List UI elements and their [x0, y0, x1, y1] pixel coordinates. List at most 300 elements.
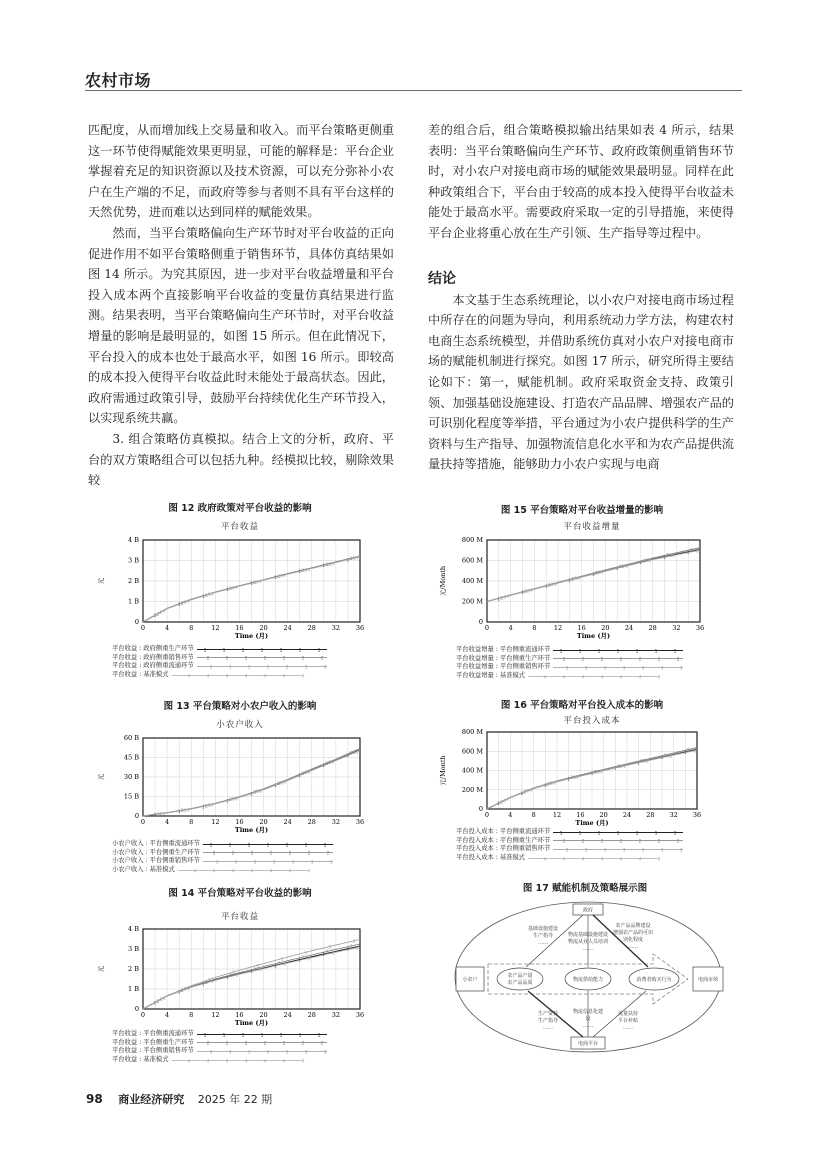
legend-marker: 1 [298, 648, 302, 654]
series-marker: 3 [207, 803, 211, 809]
series-marker: 2 [546, 782, 550, 788]
series-marker: 3 [304, 568, 308, 574]
legend-marker: 2 [581, 657, 585, 663]
legend-item [112, 1056, 327, 1065]
legend-swatch [553, 664, 683, 671]
series-marker: 1 [346, 753, 350, 759]
legend-marker: 2 [225, 1041, 229, 1047]
series-marker: 1 [153, 813, 157, 819]
line-chart [95, 730, 370, 842]
x-tick-label: 4 [508, 811, 513, 819]
y-tick-label: 600 M [461, 747, 483, 756]
paragraph: 3. 组合策略仿真模拟。结合上文的分析，政府、平台的双方策略组合可以包括九种。经模拟比较，剔除效果较 [88, 431, 394, 488]
label: …… [583, 946, 593, 952]
chart-title: 平台收益增量 [563, 522, 621, 532]
legend-marker: 1 [279, 1033, 283, 1039]
series-marker: 1 [177, 602, 181, 608]
x-tick-label: 4 [508, 624, 513, 632]
legend-marker: 4 [187, 1059, 190, 1065]
chart-title: 平台收益 [220, 912, 259, 922]
series-marker: 4 [599, 770, 603, 776]
legend-marker: 1 [559, 649, 563, 655]
series-marker: 4 [162, 996, 166, 1002]
series-marker: 1 [615, 567, 619, 573]
legend-marker: 2 [638, 657, 642, 663]
legend-label: 平台收益 : 平台侧重生产环节 [112, 1038, 194, 1046]
y-tick-label: 400 M [461, 577, 483, 585]
legend-marker: 4 [543, 675, 547, 681]
x-tick-label: 0 [484, 811, 490, 819]
x-tick-label: 16 [235, 624, 244, 632]
y-tick-label: 200 M [461, 597, 483, 606]
series-marker: 1 [663, 555, 666, 561]
series-marker: 3 [619, 764, 623, 770]
legend-marker: 3 [228, 1050, 232, 1056]
legend-marker: 3 [584, 666, 588, 672]
series-marker: 2 [618, 565, 622, 571]
series-marker: 1 [274, 964, 278, 970]
series-marker: 3 [183, 987, 187, 993]
empowerment-mechanism-diagram [448, 897, 730, 1059]
legend-item [112, 1039, 327, 1048]
legend-marker: 3 [679, 848, 683, 854]
legend-item [456, 646, 683, 655]
x-tick-label: 20 [599, 811, 608, 819]
series-marker: 1 [298, 569, 302, 575]
series-marker: 2 [228, 798, 232, 804]
legend-marker: 2 [282, 1041, 286, 1047]
legend-label: 平台投入成本 : 基准模式 [456, 853, 526, 861]
label: 别化程度 [622, 937, 644, 943]
legend-marker: 3 [215, 860, 219, 866]
series-marker: 1 [250, 792, 253, 798]
y-tick-label: 60 B [123, 734, 139, 742]
label: 农产品品牌建设 [615, 923, 651, 929]
series-marker: 3 [689, 748, 693, 754]
series-marker: 4 [210, 980, 214, 986]
y-tick-label: 2 B [128, 577, 139, 585]
legend-marker: 4 [301, 1059, 304, 1065]
x-tick-label: 0 [140, 1011, 146, 1019]
y-tick-label: 1 B [128, 597, 139, 606]
series-marker: 3 [159, 812, 163, 818]
legend-swatch [197, 1048, 327, 1055]
node-output: 农产品产量 [507, 973, 533, 979]
series-marker: 3 [573, 775, 576, 781]
legend-marker: 4 [600, 857, 604, 863]
legend-swatch [528, 673, 661, 681]
series-marker: 2 [349, 945, 353, 951]
x-axis-label: Time (月) [575, 819, 609, 827]
node-government: 政府 [582, 907, 594, 914]
legend-marker: 4 [187, 674, 190, 680]
series-marker: 1 [568, 578, 572, 584]
legend-label: 平台收益 : 基准模式 [112, 1055, 169, 1063]
x-tick-label: 36 [355, 624, 365, 632]
legend-label: 平台投入成本 : 平台侧重生产环节 [456, 836, 551, 844]
series-marker: 2 [547, 583, 551, 589]
series-marker: 3 [621, 565, 625, 571]
x-tick-label: 20 [259, 624, 268, 632]
legend-marker: 2 [600, 657, 604, 663]
x-tick-label: 24 [283, 1011, 292, 1019]
series-marker: 4 [577, 576, 581, 582]
node-consumer: 消费者购买行为 [636, 977, 672, 983]
x-tick-label: 24 [624, 624, 634, 632]
label: 基础设施建设 [527, 926, 559, 932]
series-marker: 1 [639, 561, 643, 567]
legend-marker: 4 [581, 675, 585, 681]
series-marker: 1 [686, 551, 690, 557]
legend-marker: 4 [225, 674, 228, 680]
x-tick-label: 12 [553, 624, 563, 632]
x-tick-label: 24 [283, 624, 292, 632]
series-marker: 4 [210, 803, 214, 809]
series-marker: 4 [600, 571, 604, 577]
series-marker: 1 [521, 591, 524, 597]
series-marker: 3 [328, 945, 332, 951]
series-marker: 4 [624, 565, 628, 571]
legend-marker: 4 [282, 1059, 285, 1065]
series-marker: 4 [307, 957, 311, 963]
legend-label: 平台收益增量 : 平台侧重销售环节 [456, 663, 551, 671]
label: 物流基础设施建设 [567, 932, 609, 938]
series-marker: 3 [231, 797, 235, 803]
paragraph: 差的组合后，组合策略模拟输出结果如表 4 所示，结果表明：当平台策略偏向生产环节、政府政策侧重销售环节时，对小农户对接电商市场的赋能效果最明显。同样在此种政策组合下，平台由于较高的成本投入使得平台收益未能处于最高水平。需要政府采取一定的引导措施，来使得平台企业将重心放在生产引领、生产指导等过程中。 [428, 123, 734, 240]
legend-item [456, 854, 683, 863]
label: 生产指导 [532, 933, 554, 939]
series-marker: 4 [186, 808, 190, 814]
series-marker: 3 [526, 789, 530, 795]
legend-marker: 2 [206, 656, 210, 662]
legend-marker: 2 [250, 851, 254, 857]
x-tick-label: 36 [692, 811, 702, 819]
legend-item [456, 845, 683, 854]
legend-label: 平台收益 : 平台侧重流通环节 [112, 1030, 194, 1037]
legend-marker: 1 [241, 1033, 245, 1039]
x-tick-label: 16 [235, 818, 244, 826]
legend-marker: 4 [657, 675, 661, 681]
figure-caption: 图 13 平台策略对小农户收入的影响 [163, 701, 317, 712]
series-marker: 4 [307, 568, 311, 574]
legend-marker: 3 [247, 1050, 251, 1056]
legend-marker: 1 [203, 648, 207, 654]
figure-caption: 图 14 平台策略对平台收益的影响 [168, 888, 312, 899]
series-marker: 3 [207, 978, 211, 984]
legend-swatch [197, 654, 327, 661]
legend-marker: 1 [241, 648, 245, 654]
series-marker: 4 [552, 781, 556, 787]
legend-marker: 3 [660, 666, 664, 672]
series-marker: 2 [204, 593, 208, 599]
legend-marker: 3 [310, 860, 314, 866]
legend-marker: 2 [269, 851, 273, 857]
series-marker: 2 [156, 812, 160, 818]
y-axis-label: 元/Month [439, 755, 447, 786]
legend-marker: 3 [323, 1050, 327, 1056]
y-tick-label: 0 [478, 805, 483, 813]
series-marker: 1 [201, 594, 205, 600]
node-logistics: 物流供给能力 [572, 977, 604, 983]
legend-marker: 2 [320, 1041, 324, 1047]
section-header: 农村市场 [85, 71, 152, 90]
legend-label: 平台收益 : 政府侧重流通环节 [112, 662, 194, 670]
legend-marker: 2 [301, 656, 305, 662]
x-tick-label: 32 [669, 811, 678, 819]
legend-marker: 2 [676, 657, 680, 663]
legend-marker: 4 [581, 857, 585, 863]
x-tick-label: 8 [532, 624, 537, 632]
x-tick-label: 20 [259, 818, 268, 826]
line-chart [95, 921, 370, 1035]
legend-marker: 3 [266, 1050, 270, 1056]
series-marker: 1 [177, 990, 181, 996]
node-platform: 电商平台 [577, 1041, 599, 1047]
series-marker: 4 [234, 974, 238, 980]
y-tick-label: 200 M [461, 785, 483, 794]
legend-marker: 2 [600, 839, 604, 845]
series-marker: 3 [550, 583, 554, 589]
line-chart [437, 724, 707, 835]
y-tick-label: 800 M [461, 728, 483, 736]
series-marker: 2 [689, 548, 693, 554]
legend-label: 平台收益增量 : 平台侧重流通环节 [456, 646, 551, 653]
chart-legend [456, 828, 683, 862]
legend-marker: 3 [603, 848, 607, 854]
x-tick-label: 36 [355, 818, 365, 826]
node-ecommerce-market: 电商市场 [697, 977, 719, 983]
legend-marker: 1 [635, 831, 639, 837]
series-marker: 2 [595, 571, 598, 577]
series-marker: 4 [162, 812, 166, 818]
series-marker: 1 [250, 970, 253, 975]
header-rule [85, 90, 742, 91]
series-marker: 4 [671, 554, 675, 560]
legend-marker: 3 [565, 848, 569, 854]
legend-marker: 3 [323, 665, 327, 671]
legend-item [112, 857, 333, 866]
y-tick-label: 0 [134, 812, 139, 820]
legend-swatch [553, 647, 683, 654]
series-marker: 2 [156, 612, 160, 618]
x-tick-label: 20 [259, 1011, 268, 1019]
legend-marker: 3 [641, 848, 645, 854]
legend-marker: 4 [619, 857, 623, 863]
x-tick-label: 4 [165, 818, 170, 826]
series-marker: 3 [596, 770, 600, 776]
output-quality-ellipse [497, 968, 543, 990]
series-marker: 4 [162, 609, 166, 615]
series-marker: 1 [274, 783, 278, 789]
y-tick-label: 800 M [461, 536, 483, 544]
series-marker: 4 [234, 586, 238, 592]
legend-marker: 2 [320, 656, 324, 662]
legend-marker: 3 [228, 665, 232, 671]
x-tick-label: 12 [211, 624, 220, 632]
y-tick-label: 45 B [123, 753, 139, 762]
legend-marker: 1 [559, 831, 563, 837]
legend-swatch [197, 1039, 327, 1046]
legend-label: 平台收益 : 政府侧重生产环节 [112, 645, 194, 652]
legend-marker: 1 [266, 843, 270, 849]
series-marker: 2 [204, 804, 208, 810]
legend-marker: 2 [638, 839, 642, 845]
series-marker: 3 [352, 557, 356, 563]
legend-marker: 1 [285, 843, 289, 849]
legend-item [456, 837, 683, 846]
legend-marker: 4 [263, 674, 266, 680]
legend-marker: 2 [562, 839, 566, 845]
series-marker: 2 [570, 776, 574, 782]
series-marker: 4 [355, 946, 359, 952]
legend-label: 小农户收入 : 平台侧重流通环节 [112, 840, 200, 847]
series-marker: 2 [180, 809, 184, 815]
series-marker: 1 [177, 809, 181, 815]
legend-marker: 4 [638, 675, 642, 681]
node-smallholder: 小农户 [462, 977, 478, 983]
legend-marker: 4 [657, 857, 661, 863]
y-axis-label: 元 [97, 773, 105, 781]
legend-marker: 2 [326, 851, 330, 857]
legend-label: 平台收益 : 政府侧重销售环节 [112, 653, 194, 661]
y-tick-label: 400 M [461, 766, 483, 775]
x-tick-label: 32 [331, 624, 341, 632]
y-axis-label: 元/Month [439, 565, 447, 597]
series-marker: 3 [280, 781, 284, 787]
legend-swatch [203, 849, 333, 856]
series-marker: 4 [575, 775, 579, 781]
legend-marker: 3 [291, 860, 295, 866]
legend-label: 平台投入成本 : 平台侧重流通环节 [456, 828, 551, 835]
legend-marker: 3 [253, 860, 257, 866]
y-tick-label: 1 B [128, 985, 139, 993]
label: 生产资料 [537, 1011, 559, 1017]
series-marker: 2 [686, 748, 690, 754]
legend-marker: 3 [584, 848, 588, 854]
series-marker: 3 [280, 957, 284, 963]
legend-swatch [172, 672, 302, 679]
series-marker: 4 [648, 559, 652, 565]
series-marker: 2 [277, 574, 281, 580]
section-heading: 结论 [428, 270, 456, 287]
label: …… [583, 1023, 593, 1029]
series-marker: 2 [663, 754, 667, 760]
legend-marker: 4 [301, 674, 304, 680]
legend-swatch [553, 837, 683, 844]
series-marker: 4 [331, 951, 335, 957]
legend-marker: 3 [641, 666, 645, 672]
legend-label: 平台收益增量 : 基准模式 [456, 671, 526, 679]
y-tick-label: 30 B [123, 773, 139, 781]
legend-item [112, 1047, 327, 1056]
legend-item [112, 645, 327, 654]
series-marker: 3 [645, 559, 649, 565]
series-marker: 3 [183, 808, 187, 814]
legend-item [112, 840, 333, 849]
legend-label: 小农户收入 : 平台侧重销售环节 [112, 857, 200, 865]
legend-marker: 4 [562, 675, 566, 681]
legend-swatch [203, 841, 333, 848]
legend-swatch [197, 1031, 327, 1038]
legend-item [112, 849, 333, 858]
x-tick-label: 36 [695, 624, 705, 632]
legend-marker: 4 [600, 675, 604, 681]
legend-label: 平台收益 : 平台侧重销售环节 [112, 1047, 194, 1055]
legend-marker: 3 [622, 666, 626, 672]
legend-swatch [178, 867, 311, 875]
legend-swatch [197, 646, 327, 653]
legend-swatch [172, 1057, 302, 1064]
legend-swatch [197, 663, 327, 670]
y-tick-label: 0 [134, 618, 139, 626]
series-marker: 3 [183, 601, 187, 607]
x-tick-label: 8 [189, 624, 194, 632]
series-marker: 4 [259, 968, 262, 974]
label: 设 [585, 1016, 591, 1022]
series-marker: 4 [692, 749, 696, 755]
series-marker: 1 [497, 802, 501, 808]
x-tick-label: 32 [331, 1011, 341, 1019]
legend-marker: 2 [301, 1041, 305, 1047]
legend-marker: 1 [260, 648, 264, 654]
series-marker: 2 [593, 770, 597, 776]
series-marker: 1 [613, 766, 617, 772]
x-tick-label: 20 [601, 624, 610, 632]
legend-label: 平台投入成本 : 平台侧重销售环节 [456, 845, 551, 853]
series-marker: 1 [590, 772, 594, 778]
chart-legend [456, 646, 683, 680]
series-marker: 2 [349, 557, 353, 563]
legend-swatch [553, 655, 683, 662]
x-axis-label: Time (月) [234, 826, 269, 834]
label: 增强农产品的可识 [612, 930, 654, 936]
series-marker: 1 [543, 783, 547, 789]
x-tick-label: 24 [622, 811, 632, 819]
x-tick-label: 32 [331, 818, 341, 826]
legend-marker: 2 [212, 851, 216, 857]
series-marker: 3 [256, 580, 259, 586]
legend-marker: 4 [562, 857, 566, 863]
label: 物流信息化建 [572, 1009, 604, 1015]
series-marker: 1 [250, 581, 253, 587]
legend-marker: 1 [279, 648, 283, 654]
series-marker: 3 [231, 586, 235, 592]
legend-marker: 3 [247, 665, 251, 671]
figure-caption: 图 17 赋能机制及策略展示图 [522, 883, 648, 894]
series-marker: 4 [234, 797, 238, 803]
y-tick-label: 0 [134, 1005, 139, 1013]
legend-marker: 4 [212, 869, 216, 875]
figure-caption: 图 16 平台策略对平台投入成本的影响 [500, 700, 664, 711]
legend-label: 平台收益增量 : 平台侧重生产环节 [456, 654, 551, 662]
series-marker: 1 [346, 558, 350, 564]
x-tick-label: 36 [355, 1011, 365, 1019]
label: 物流从业人员培训 [567, 939, 609, 945]
series-marker: 1 [346, 947, 350, 953]
x-tick-label: 16 [235, 1011, 244, 1019]
series-marker: 3 [597, 571, 601, 577]
series-marker: 3 [503, 799, 506, 805]
chart-legend [112, 1030, 327, 1064]
legend-item [112, 662, 327, 671]
x-tick-label: 0 [484, 624, 490, 632]
series-marker: 3 [352, 750, 356, 756]
paragraph: 然而，当平台策略偏向生产环节时对平台收益的正向促进作用不如平台策略侧重于销售环节，具体仿真结果如图 14 所示。为究其原因，进一步对平台收益增量和平台投入成本两个直接影响平台收益的变量仿真结果进行监测。结果表明，当平台策略偏向生产环节时，对平台收益增量的影响是最明显的，如图 15 所示。但在此情况下，平台投入的成本也处于最高水平，如图 16 所示。即较高的成本投入使得平台收益此时未能处于最高状态。因此，政府需通过政策引导，鼓励平台持续优化生产环节投入，以实现系统共赢。 [88, 225, 394, 426]
series-marker: 3 [304, 951, 308, 957]
series-marker: 2 [325, 761, 329, 767]
series-marker: 1 [153, 1001, 157, 1007]
page-number: 98 [86, 1092, 103, 1106]
